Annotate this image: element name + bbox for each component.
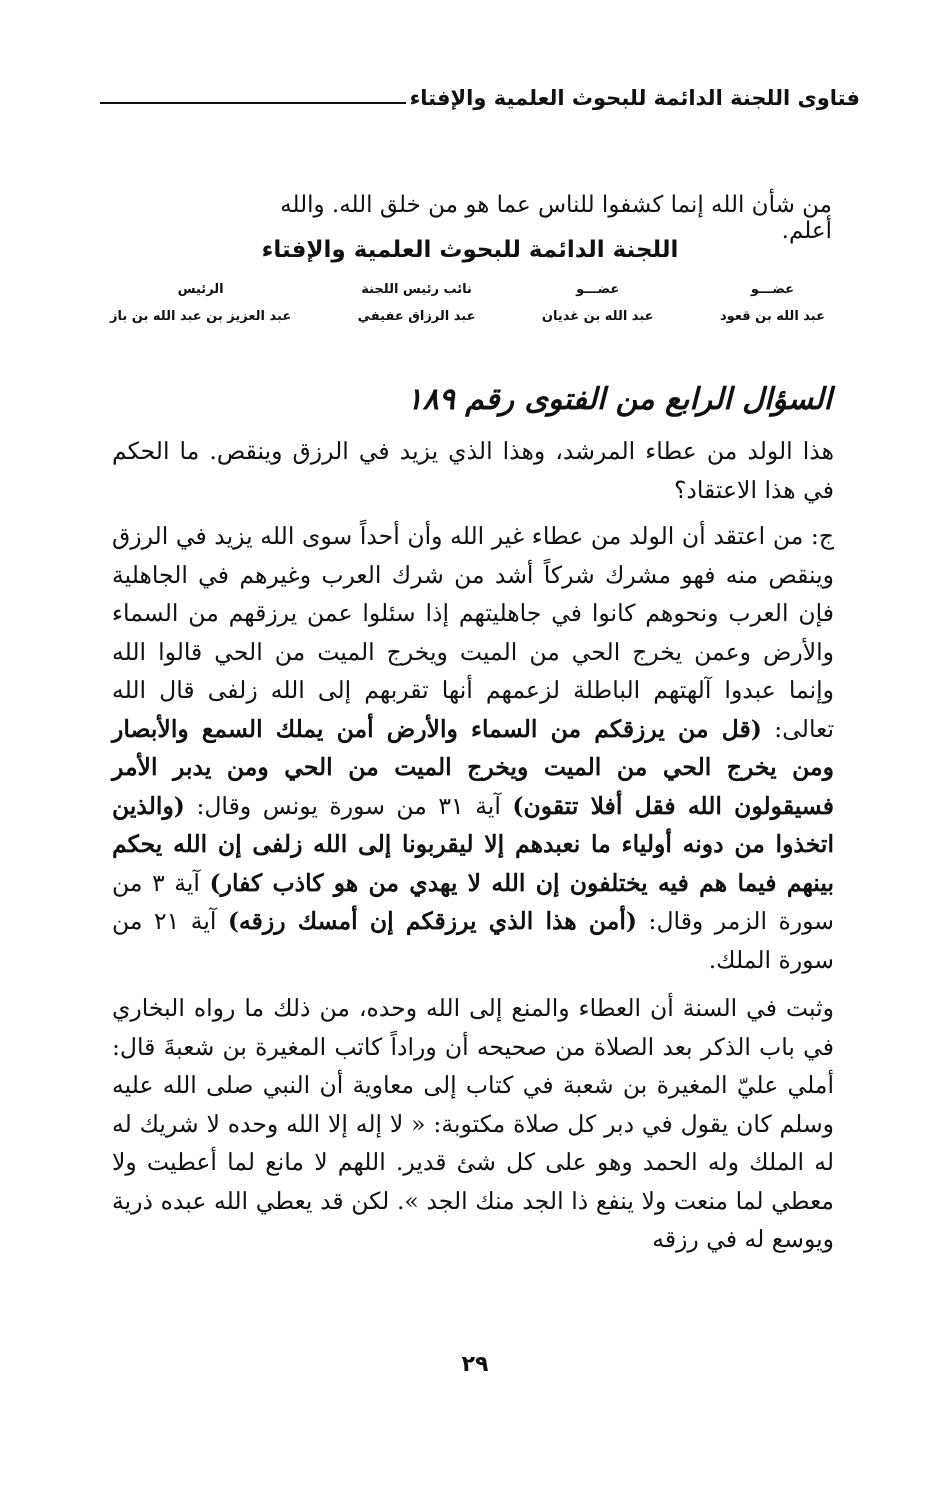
running-header	[100, 70, 860, 110]
signature-name: عبد الله بن قعود	[719, 309, 825, 324]
page-number: ٢٩	[461, 1352, 489, 1377]
signature-role: الرئيس	[177, 282, 224, 297]
signature-role: عضـــو	[750, 282, 795, 297]
answer-text: آية ٢١ من سورة الملك.	[112, 907, 834, 974]
running-header-title: فتاوى اللجنة الدائمة للبحوث العلمية والإفتاء	[409, 86, 860, 110]
answer-text: آية ٣١ من سورة يونس وقال:	[184, 791, 513, 820]
signature-member-1	[720, 282, 825, 324]
answer-paragraph-1	[112, 517, 834, 979]
quran-quote: (أمن هذا الذي يرزقكم إن أمسك رزقه)	[227, 907, 638, 935]
committee-title: اللجنة الدائمة للبحوث العلمية والإفتاء	[261, 237, 679, 263]
quran-quote: (قل من يرزقكم من السماء والأرض أمن يملك السمع والأبصار ومن يخرج الحي من الميت ويخرج الميت من الحي ومن يدبر الأمر فسيقولون الله فقل أفلا تتقون)	[112, 714, 835, 820]
signature-name: عبد الرزاق عفيفي	[357, 309, 476, 324]
signature-chair	[110, 282, 291, 324]
header-rule	[100, 102, 406, 104]
committee-signatures	[110, 282, 825, 324]
answer-text: آية ٣ من سورة الزمر وقال:	[112, 868, 834, 935]
signature-name: عبد العزيز بن عبد الله بن باز	[110, 309, 292, 324]
signature-deputy-chair	[358, 282, 476, 324]
question-text: هذا الولد من عطاء المرشد، وهذا الذي يزيد في الرزق وينقص. ما الحكم في هذا الاعتقاد؟	[112, 437, 834, 504]
signature-role: نائب رئيس اللجنة	[361, 282, 472, 297]
quran-quote: (والذين اتخذوا من دونه أولياء ما نعبدهم إلا ليقربونا إلى الله زلفى إن الله يحكم بينهم فيما هم فيه يختلفون إن الله لا يهدي من هو كاذب كفار)	[112, 791, 835, 897]
fatwa-closing-line: من شأن الله إنما كشفوا للناس عما هو من خلق الله. والله أعلم.	[280, 192, 832, 244]
signature-name: عبد الله بن غديان	[541, 309, 654, 324]
question-heading: السؤال الرابع من الفتوى رقم ١٨٩	[406, 382, 832, 417]
fatwa-body	[112, 432, 834, 1259]
signature-role: عضـــو	[576, 282, 620, 297]
signature-member-2	[542, 282, 654, 324]
answer-text: ج: من اعتقد أن الولد من عطاء غير الله وأن أحداً سوى الله يزيد في الرزق وينقص منه فهو مشرك شركاً أشد من شرك العرب وغيرهم في الجاهلية فإن العرب ونحوهم كانوا في جاهليتهم إذا سئلوا عمن يرزقهم من السماء والأرض وعمن يخرج الحي من الميت ويخرج الميت من الحي قالوا الله وإنما عبدوا آلهتهم الباطلة لزعمهم أنها تقربهم إلى الله زلفى قال الله تعالى:	[112, 522, 834, 743]
answer-paragraph-2: وثبت في السنة أن العطاء والمنع إلى الله وحده، من ذلك ما رواه البخاري في باب الذكر بعد الصلاة من صحيحه أن وراداً كاتب المغيرة بن شعبةَ قال: أملي عليّ المغيرة بن شعبة في كتاب إلى معاوية أن النبي صلى الله عليه وسلم كان يقول في دبر كل صلاة مكتوبة: « لا إله إلا الله وحده لا شريك له له الملك وله الحمد وهو على كل شئ قدير. اللهم لا مانع لما أعطيت ولا معطي لما منعت ولا ينفع ذا الجد منك الجد ». لكن قد يعطي الله عبده ذرية ويوسع له في رزقه	[112, 994, 834, 1253]
